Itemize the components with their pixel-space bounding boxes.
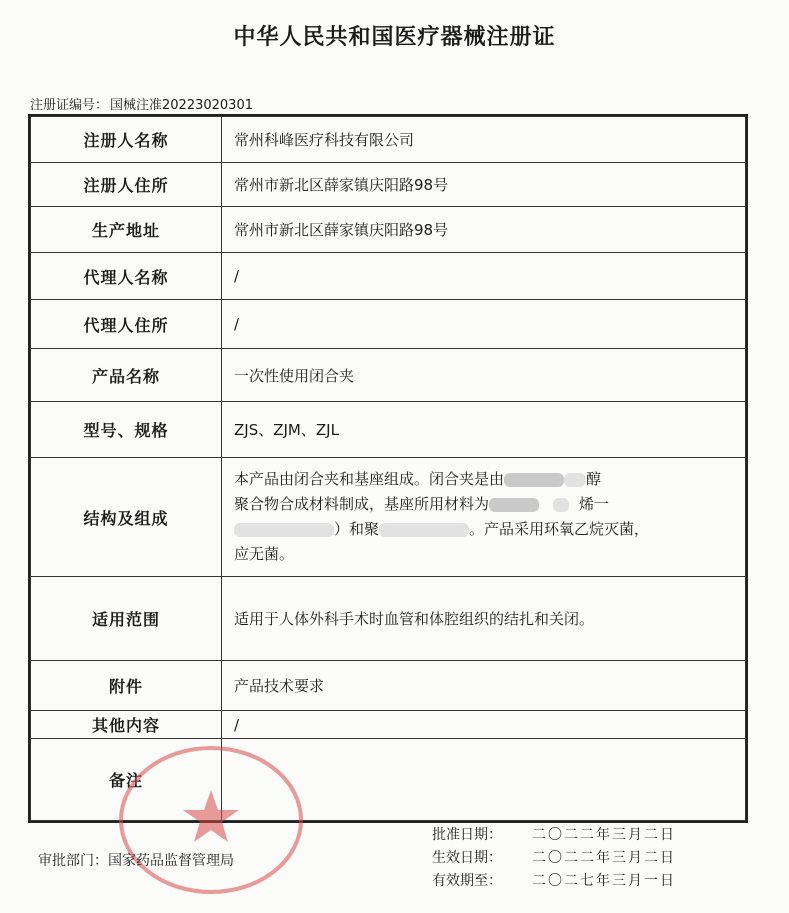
table-row xyxy=(31,402,746,458)
effective-date-row xyxy=(432,847,676,870)
registration-number-label: 注册证编号： xyxy=(30,98,109,113)
field-label: 其他内容 xyxy=(31,711,222,739)
field-value-attachment: 产品技术要求 xyxy=(222,661,746,711)
table-row xyxy=(31,577,746,661)
structure-line-2: 聚合物合成材料制成，基座所用材料为 xyxy=(234,495,490,513)
field-value-registrant-name: 常州科峰医疗科技有限公司 xyxy=(222,117,746,163)
effective-date-value: 二〇二二年三月二日 xyxy=(532,850,676,866)
certificate-title: 中华人民共和国医疗器械注册证 xyxy=(233,25,556,50)
field-value-product-name: 一次性使用闭合夹 xyxy=(222,349,746,402)
structure-line-3-mid: ）和聚 xyxy=(334,520,380,538)
table-row xyxy=(31,163,746,207)
redaction-blur xyxy=(504,473,564,487)
field-value-registrant-address: 常州市新北区薛家镇庆阳路98号 xyxy=(222,163,746,207)
field-label: 产品名称 xyxy=(31,349,222,402)
redaction-blur xyxy=(379,523,469,537)
structure-line-1-tail: 醇 xyxy=(586,470,602,488)
field-label: 备注 xyxy=(31,739,222,821)
table-row xyxy=(31,661,746,711)
table-row xyxy=(31,458,746,577)
registration-number-value: 国械注准20223020301 xyxy=(110,98,253,113)
table-row xyxy=(31,711,746,739)
registration-number xyxy=(28,94,253,113)
structure-line-1: 本产品由闭合夹和基座组成。闭合夹是由 xyxy=(234,470,505,488)
expiry-date-value: 二〇二七年三月一日 xyxy=(532,873,676,889)
field-value-production-address: 常州市新北区薛家镇庆阳路98号 xyxy=(222,207,746,253)
effective-date-label: 生效日期： xyxy=(432,850,502,866)
field-label: 代理人名称 xyxy=(31,253,222,300)
field-label: 注册人名称 xyxy=(31,117,222,163)
approval-date-row xyxy=(432,824,676,847)
table-row xyxy=(31,253,746,300)
certificate-table xyxy=(28,114,748,823)
structure-line-4: 应无菌。 xyxy=(234,545,295,563)
redaction-blur xyxy=(234,523,334,537)
approval-date-value: 二〇二二年三月二日 xyxy=(532,827,676,843)
field-value-scope: 适用于人体外科手术时血管和体腔组织的结扎和关闭。 xyxy=(222,577,746,661)
field-label: 结构及组成 xyxy=(31,458,222,577)
table-row xyxy=(31,349,746,402)
field-value-models: ZJS、ZJM、ZJL xyxy=(222,402,746,458)
field-label: 适用范围 xyxy=(31,577,222,661)
dates-block xyxy=(432,824,676,893)
field-label: 附件 xyxy=(31,661,222,711)
field-value-structure xyxy=(222,458,746,577)
table-row xyxy=(31,739,746,821)
field-value-agent-address: / xyxy=(222,300,746,349)
approval-department-label: 审批部门： xyxy=(38,853,108,869)
redaction-blur xyxy=(564,473,586,487)
field-label: 代理人住所 xyxy=(31,300,222,349)
structure-line-2-tail: 烯一 xyxy=(579,495,610,513)
field-label: 注册人住所 xyxy=(31,163,222,207)
approval-department xyxy=(38,850,234,870)
field-value-other: / xyxy=(222,711,746,739)
field-value-remarks xyxy=(222,739,746,821)
field-value-agent-name: / xyxy=(222,253,746,300)
expiry-date-label: 有效期至： xyxy=(432,873,502,889)
field-label: 生产地址 xyxy=(31,207,222,253)
approval-department-value: 国家药品监督管理局 xyxy=(108,853,234,869)
table-row xyxy=(31,300,746,349)
redaction-blur xyxy=(553,498,569,512)
table-row xyxy=(31,117,746,163)
structure-line-3-tail: 。产品采用环氧乙烷灭菌， xyxy=(469,520,650,538)
approval-date-label: 批准日期： xyxy=(432,827,502,843)
table-row xyxy=(31,207,746,253)
redaction-blur xyxy=(489,498,539,512)
expiry-date-row xyxy=(432,870,676,893)
field-label: 型号、规格 xyxy=(31,402,222,458)
